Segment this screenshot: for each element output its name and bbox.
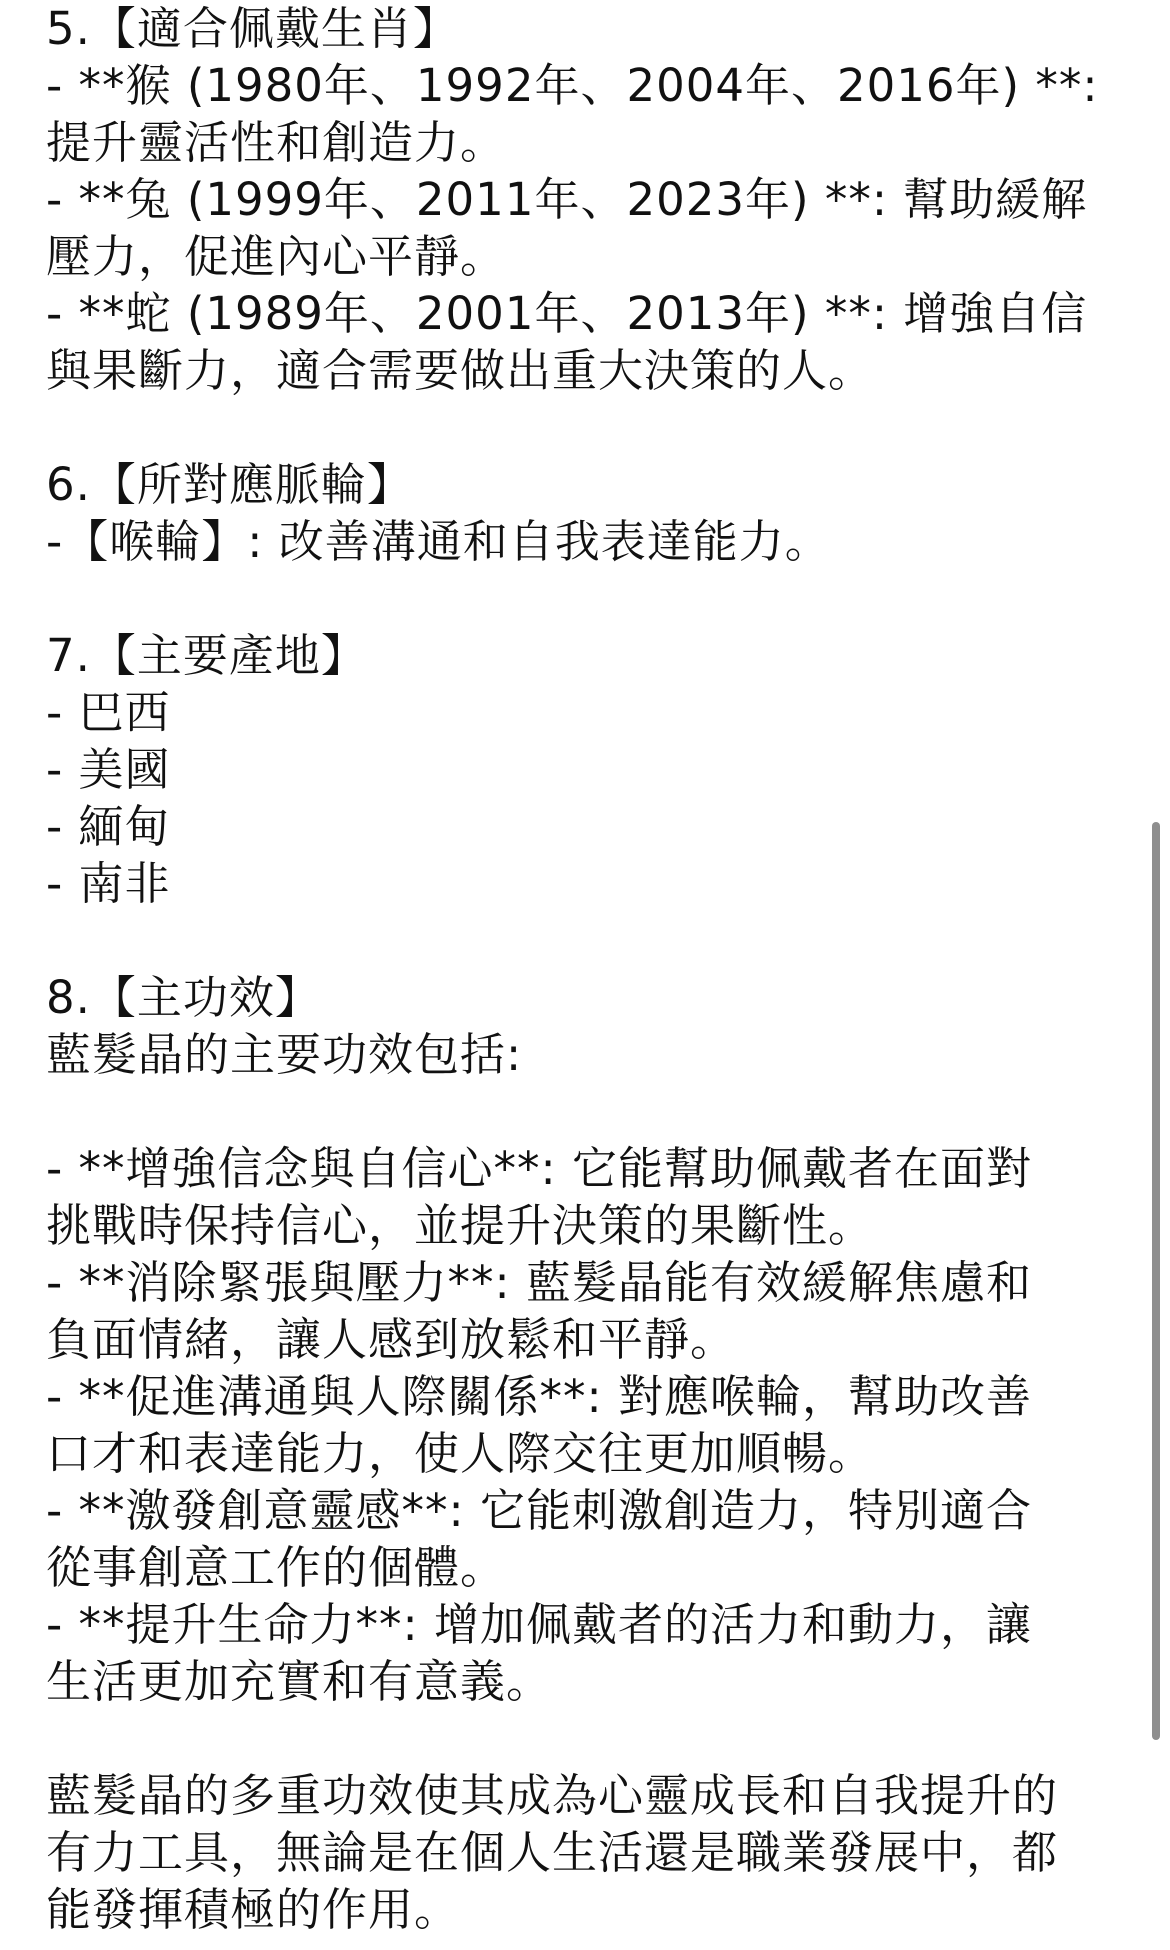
blank-line	[46, 912, 1126, 969]
text-line: - **提升生命力**: 增加佩戴者的活力和動力，讓	[46, 1598, 1033, 1651]
text-line: 挑戰時保持信心，並提升決策的果斷性。	[46, 1199, 875, 1252]
text-line: -【喉輪】: 改善溝通和自我表達能力。	[46, 515, 831, 568]
blank-line	[46, 1083, 1126, 1140]
text-line: - **消除緊張與壓力**: 藍髮晶能有效緩解焦慮和	[46, 1256, 1033, 1309]
text-line: 負面情緒，讓人感到放鬆和平靜。	[46, 1313, 737, 1366]
text-line: 從事創意工作的個體。	[46, 1541, 507, 1594]
blank-line	[46, 570, 1126, 627]
scrollbar-thumb[interactable]	[1152, 822, 1160, 1740]
list-item: - 緬甸	[46, 800, 171, 853]
section-6-heading: 6.【所對應脈輪】	[46, 458, 413, 511]
text-line: 生活更加充實和有意義。	[46, 1655, 553, 1708]
text-line: - **蛇 (1989年、2001年、2013年) **: 增強自信	[46, 287, 1088, 340]
text-line: 與果斷力，適合需要做出重大決策的人。	[46, 344, 875, 397]
text-line: - **促進溝通與人際關係**: 對應喉輪，幫助改善	[46, 1370, 1033, 1423]
blank-line	[46, 1710, 1126, 1767]
text-line: 能發揮積極的作用。	[46, 1883, 461, 1936]
list-item: - 巴西	[46, 686, 171, 739]
text-line: - **猴 (1980年、1992年、2004年、2016年) **:	[46, 59, 1099, 112]
document-text	[46, 0, 1126, 1938]
section-7-heading: 7.【主要產地】	[46, 629, 367, 682]
text-line: - **兔 (1999年、2011年、2023年) **: 幫助緩解	[46, 173, 1088, 226]
text-line: - **增強信念與自信心**: 它能幫助佩戴者在面對	[46, 1142, 1033, 1195]
text-line: 藍髮晶的主要功效包括:	[46, 1028, 523, 1081]
section-8-heading: 8.【主功效】	[46, 971, 321, 1024]
list-item: - 美國	[46, 743, 171, 796]
section-5-heading: 5.【適合佩戴生肖】	[46, 2, 459, 55]
text-line: 壓力，促進內心平靜。	[46, 230, 507, 283]
text-line: 藍髮晶的多重功效使其成為心靈成長和自我提升的	[46, 1769, 1059, 1822]
text-line: - **激發創意靈感**: 它能刺激創造力，特別適合	[46, 1484, 1033, 1537]
list-item: - 南非	[46, 857, 171, 910]
text-line: 提升靈活性和創造力。	[46, 116, 507, 169]
blank-line	[46, 399, 1126, 456]
text-line: 口才和表達能力，使人際交往更加順暢。	[46, 1427, 875, 1480]
text-line: 有力工具，無論是在個人生活還是職業發展中，都	[46, 1826, 1059, 1879]
